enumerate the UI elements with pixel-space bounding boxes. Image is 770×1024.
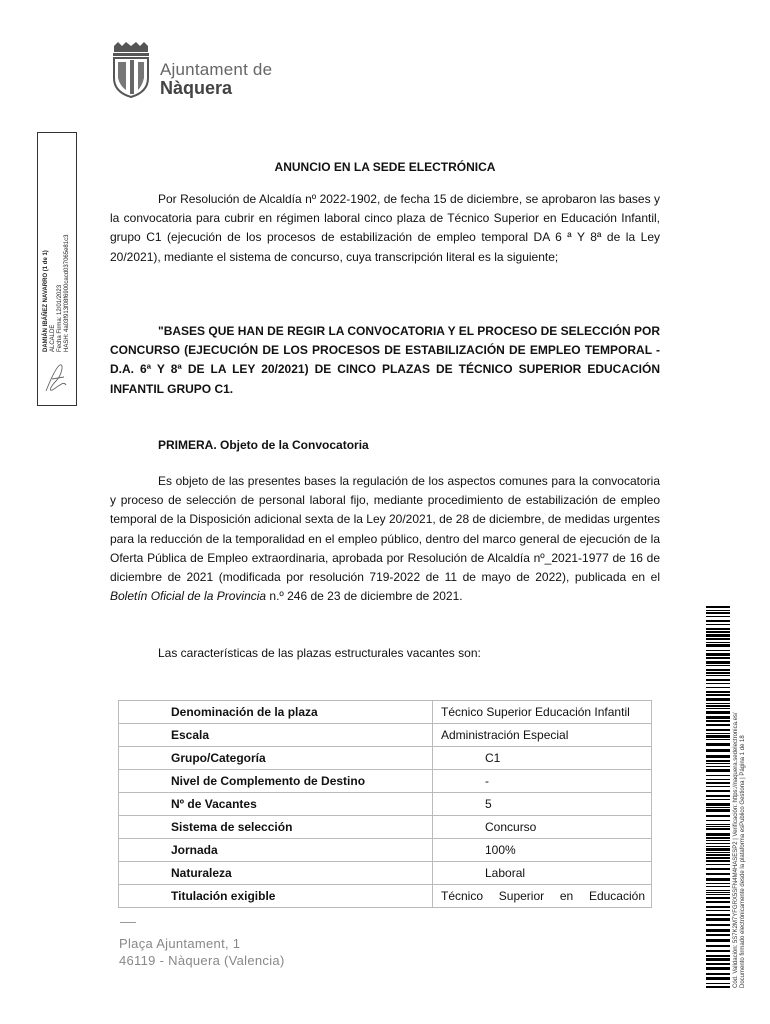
- intro-paragraph: Por Resolución de Alcaldía nº 2022-1902, de fecha 15 de diciembre, se aprobaron las bases y la convocatoria para cubrir en régimen laboral cinco plaza de Técnico Superior en Educación Infantil, grupo C1 (ejecución de los procesos de estabilización de empleo temporal DA 6 ª Y 8ª de la Ley 20/2021), mediante el sistema de concurso, cuya transcripción literal es la siguiente;: [110, 192, 660, 264]
- municipal-logo: [108, 42, 288, 98]
- row-label: Sistema de selección: [119, 816, 433, 839]
- signature-box: [37, 132, 77, 406]
- table-row: [119, 839, 652, 862]
- document-title: ANUNCIO EN LA SEDE ELECTRÓNICA: [274, 160, 496, 174]
- verification-block: [733, 648, 747, 988]
- row-label: Naturaleza: [119, 862, 433, 885]
- row-value: C1: [433, 747, 652, 770]
- barcode-icon: [706, 606, 730, 990]
- table-row: [119, 885, 652, 908]
- table-intro: Las características de las plazas estructurales vacantes son:: [158, 646, 481, 660]
- bases-title: "BASES QUE HAN DE REGIR LA CONVOCATORIA Y EL PROCESO DE SELECCIÓN POR CONCURSO (EJECUCIÓN DE LOS PROCESOS DE ESTABILIZACIÓN DE EMPLEO TEMPORAL -D.A. 6ª Y 8ª DE LA LEY 20/2021) DE CINCO PLAZAS DE TÉCNICO SUPERIOR EDUCACIÓN INFANTIL GRUPO C1.: [110, 324, 660, 396]
- table-row: [119, 701, 652, 724]
- row-value: -: [433, 770, 652, 793]
- table-row: [119, 793, 652, 816]
- table-row: [119, 816, 652, 839]
- verification-text: [733, 648, 747, 988]
- row-value: Administración Especial: [433, 724, 652, 747]
- row-value: Laboral: [433, 862, 652, 885]
- row-value: Concurso: [433, 816, 652, 839]
- row-value: Técnico Superior Educación Infantil: [433, 701, 652, 724]
- vacancies-table: [118, 700, 652, 908]
- section-text-italic: Boletín Oficial de la Provincia: [110, 589, 267, 604]
- row-value: Técnico Superior en Educación: [433, 885, 652, 908]
- signer-name: DAMIÁN IBÁÑEZ NAVARRO (1 de 1): [43, 250, 49, 352]
- signature-hash: HASH: 4a03f913f08f6900cacd037065e81c3: [64, 234, 70, 352]
- signature-date: Fecha Firma: 12/01/2023: [57, 284, 63, 352]
- section-heading: PRIMERA. Objeto de la Convocatoria: [158, 438, 369, 452]
- org-name-line2: Nàquera: [160, 78, 233, 98]
- coat-of-arms-icon: [108, 42, 154, 98]
- section-text-part2: n.º 246 de 23 de diciembre de 2021.: [266, 589, 463, 604]
- row-label: Nº de Vacantes: [119, 793, 433, 816]
- signer-role: ALCALDE: [50, 324, 56, 352]
- table-row: [119, 724, 652, 747]
- row-label: Escala: [119, 724, 433, 747]
- footer-address: [119, 935, 285, 969]
- table-row: [119, 862, 652, 885]
- row-label: Nivel de Complemento de Destino: [119, 770, 433, 793]
- section-paragraph: [110, 472, 660, 606]
- row-label: Grupo/Categoría: [119, 747, 433, 770]
- handwritten-signature-icon: [42, 361, 70, 397]
- table-row: [119, 770, 652, 793]
- footer-divider: [120, 922, 136, 923]
- row-label: Denominación de la plaza: [119, 701, 433, 724]
- verification-line2: Documento firmado electrónicamente desde la plataforma esPublico Gestiona | Página 1 de 18: [740, 735, 746, 988]
- row-label: Jornada: [119, 839, 433, 862]
- org-name-line1: Ajuntament de: [160, 60, 273, 79]
- row-label: Titulación exigible: [119, 885, 433, 908]
- signature-text: [43, 122, 71, 352]
- section-text-part1: Es objeto de las presentes bases la regulación de los aspectos comunes para la convocatoria y proceso de selección de personal laboral fijo, mediante procedimiento de estabilización de empleo temporal de la Disposición adicional sexta de la Ley 20/2021, de 28 de diciembre, de medidas urgentes para la reducción de la temporalidad en el empleo público, dentro del marco general de ejecución de la Oferta Pública de Empleo extraordinaria, aprobada por Resolución de Alcaldía nº_2021-1977 de 16 de diciembre de 2021 (modificada por resolución 719-2022 de 11 de mayo de 2022), publicada en el: [110, 474, 660, 585]
- address-line2: 46119 - Nàquera (Valencia): [119, 953, 285, 968]
- row-value: 5: [433, 793, 652, 816]
- table-row: [119, 747, 652, 770]
- address-line1: Plaça Ajuntament, 1: [119, 936, 241, 951]
- row-value: 100%: [433, 839, 652, 862]
- verification-line1: Cód. Validación: 5S7K2M7YFGRX5SFN4M4HASESP2 | Verificación: https://naquera.sedelectronica.es/: [733, 712, 739, 988]
